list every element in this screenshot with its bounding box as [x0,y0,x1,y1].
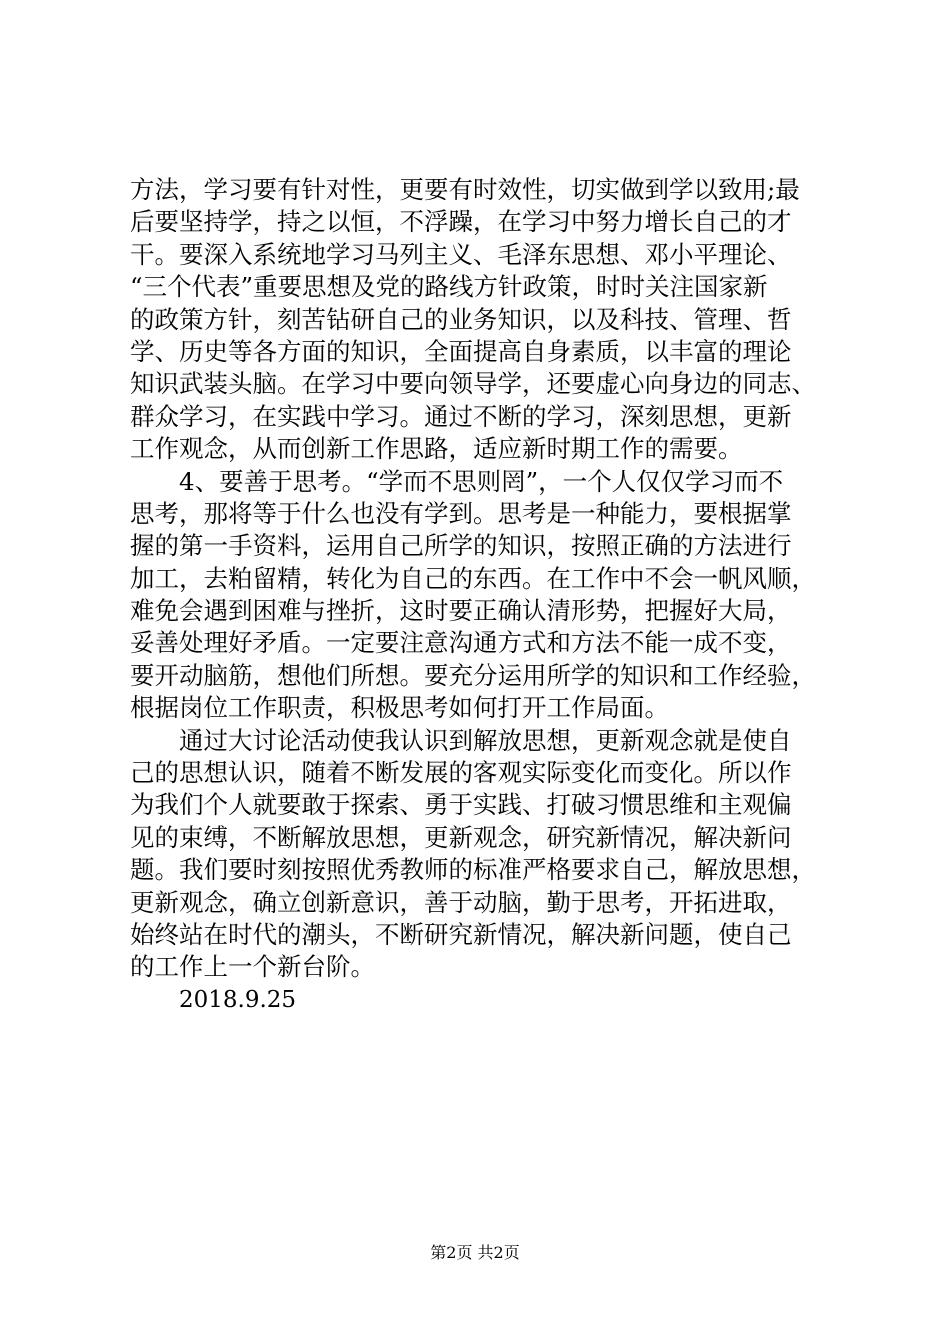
text-line: 己的思想认识，随着不断发展的客观实际变化而变化。所以作 [130,758,792,788]
text-line: 工作观念，从而创新工作思路，适应新时期工作的需要。 [130,434,743,464]
text-line: 更新观念，确立创新意识，善于动脑，勤于思考，开拓进取， [130,887,792,917]
text-line: 干。要深入系统地学习马列主义、毛泽东思想、邓小平理论、 [130,239,792,269]
text-line: 始终站在时代的潮头，不断研究新情况，解决新问题，使自己 [130,919,792,949]
text-line: 群众学习，在实践中学习。通过不断的学习，深刻思想，更新 [130,401,792,431]
text-line: 的政策方针，刻苦钻研自己的业务知识，以及科技、管理、哲 [130,304,792,334]
text-line: 后要坚持学，持之以恒，不浮躁，在学习中努力增长自己的才 [130,207,792,237]
page-number-footer: 第2页 共2页 [430,1243,520,1262]
text-line: 加工，去粕留精，转化为自己的东西。在工作中不会一帆风顺， [130,563,816,593]
text-line: 通过大讨论活动使我认识到解放思想，更新观念就是使自 [179,725,792,755]
text-line: 的工作上一个新台阶。 [130,952,375,982]
text-line: 题。我们要时刻按照优秀教师的标准严格要求自己，解放思想， [130,855,816,885]
text-line: 知识武装头脑。在学习中要向领导学，还要虚心向身边的同志、 [130,369,816,399]
text-line: 方法，学习要有针对性，更要有时效性，切实做到学以致用;最 [130,175,800,204]
document-date: 2018.9.25 [179,986,297,1013]
text-line: 要开动脑筋，想他们所想。要充分运用所学的知识和工作经验， [130,660,816,690]
text-line: 4、要善于思考。“学而不思则罔”，一个人仅仅学习而不 [179,466,784,496]
text-line: 为我们个人就要敢于探索、勇于实践、打破习惯思维和主观偏 [130,790,792,820]
text-line: 妥善处理好矛盾。一定要注意沟通方式和方法不能一成不变， [130,628,792,658]
document-body [130,174,830,1016]
text-line: 见的束缚，不断解放思想，更新观念，研究新情况，解决新问 [130,822,792,852]
text-line: 学、历史等各方面的知识，全面提高自身素质，以丰富的理论 [130,336,792,366]
text-line: 根据岗位工作职责，积极思考如何打开工作局面。 [130,693,669,723]
text-line: 握的第一手资料，运用自己所学的知识，按照正确的方法进行 [130,531,792,561]
text-line: 难免会遇到困难与挫折，这时要正确认清形势，把握好大局， [130,596,792,626]
text-line: 思考，那将等于什么也没有学到。思考是一种能力，要根据掌 [130,498,792,528]
text-line: “三个代表”重要思想及党的路线方针政策，时时关注国家新 [130,272,768,302]
